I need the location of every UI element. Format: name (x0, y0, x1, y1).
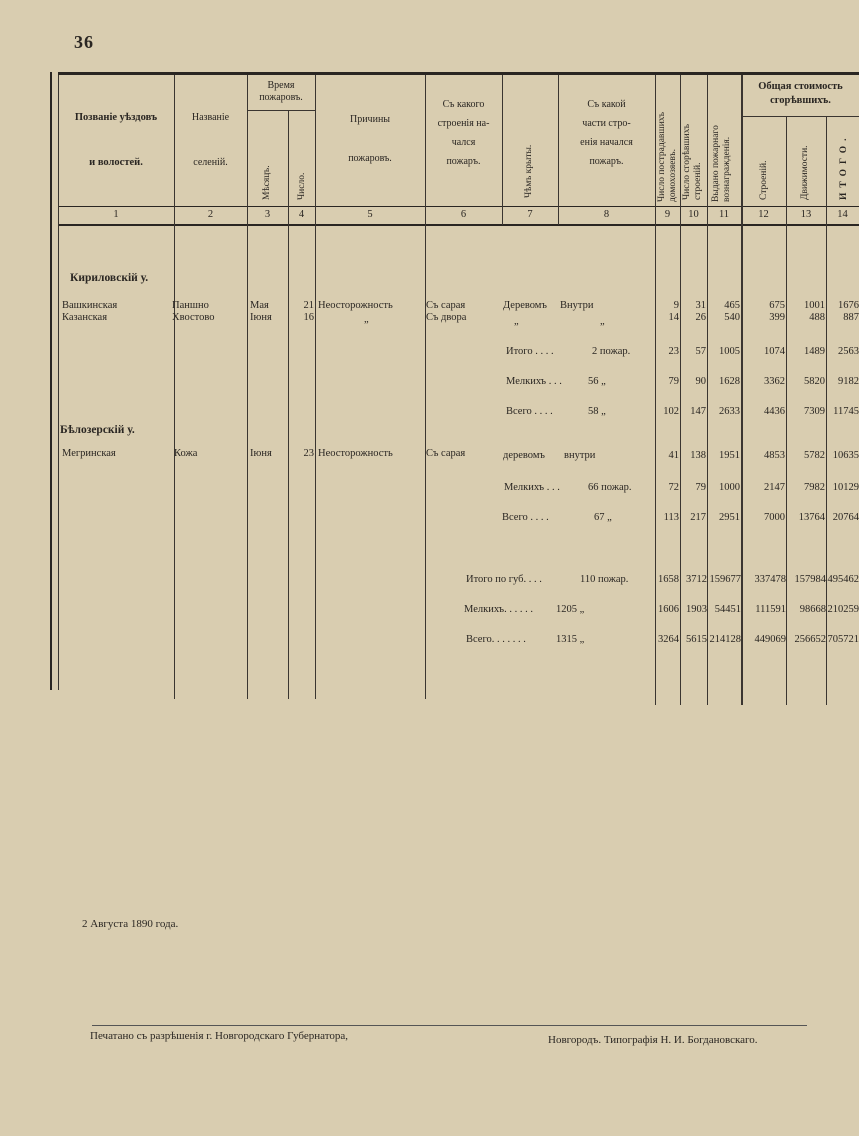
table-left-rule (50, 72, 52, 690)
col-number: 9 (664, 209, 671, 220)
colnum-bottom-rule (58, 224, 859, 226)
district-name: Кириловскій у. (70, 272, 149, 284)
col-number: 1 (113, 209, 119, 220)
col-number: 7 (527, 209, 533, 220)
header-roof: Чѣмъ крыты. (524, 144, 534, 198)
col-number: 11 (718, 209, 730, 220)
header-buildings-burnt: Число сгорѣвшихъ строеній. (682, 123, 703, 200)
table-top-rule (58, 72, 859, 75)
header-bottom-rule (58, 206, 859, 207)
col-number: 8 (603, 209, 610, 220)
header-cost-group: Общая стоимость сгорѣвшихъ. (758, 81, 843, 106)
col-number: 2 (207, 209, 214, 220)
header-cost-buildings: Строеній. (759, 160, 769, 200)
cost-group-rule (742, 116, 859, 117)
col-number: 12 (758, 209, 769, 220)
header-cost-total: ИТОГО. (839, 133, 849, 200)
col-number: 10 (688, 209, 699, 220)
footer-printer: Новгородъ. Типографія Н. И. Богдановскаго. (548, 1034, 758, 1046)
col-number: 6 (460, 209, 467, 220)
col-rule (288, 110, 289, 699)
header-month: Мѣсяцъ. (262, 165, 272, 200)
footer-imprimatur: Печатано съ разрѣшенія г. Новгородскаго Губернатора, (90, 1030, 349, 1042)
page-number: 36 (74, 32, 94, 52)
col-rule (247, 75, 248, 699)
header-compensation: Выдано пожарнаго вознагражденія. (711, 125, 732, 202)
header-cost-movables: Движимости. (800, 145, 810, 200)
header-village: Названіе селеній. (191, 112, 230, 168)
col-number: 14 (837, 209, 848, 220)
header-part: Съ какой части стро- енія начался пожаръ. (580, 99, 633, 167)
header-cause: Причины пожаровъ. (348, 114, 392, 164)
col-rule (315, 75, 316, 699)
header-households: Число пострадавшихъ домохозяевъ. (657, 111, 678, 202)
time-group-rule (247, 110, 315, 111)
col-number: 5 (367, 209, 373, 220)
document-date: 2 Августа 1890 года. (82, 918, 179, 930)
col-number: 4 (298, 209, 305, 220)
header-volost: Позваніе уѣздовъ и волостей. (74, 112, 158, 168)
col-number: 3 (264, 209, 271, 220)
col-rule (502, 75, 503, 225)
col-number: 13 (800, 209, 812, 220)
header-day: Число. (297, 172, 307, 200)
header-time-group: Время пожаровъ. (259, 80, 303, 103)
header-building: Съ какого строенія на- чался пожаръ. (437, 99, 490, 167)
district-name: Бѣлозерскій у. (60, 424, 135, 436)
